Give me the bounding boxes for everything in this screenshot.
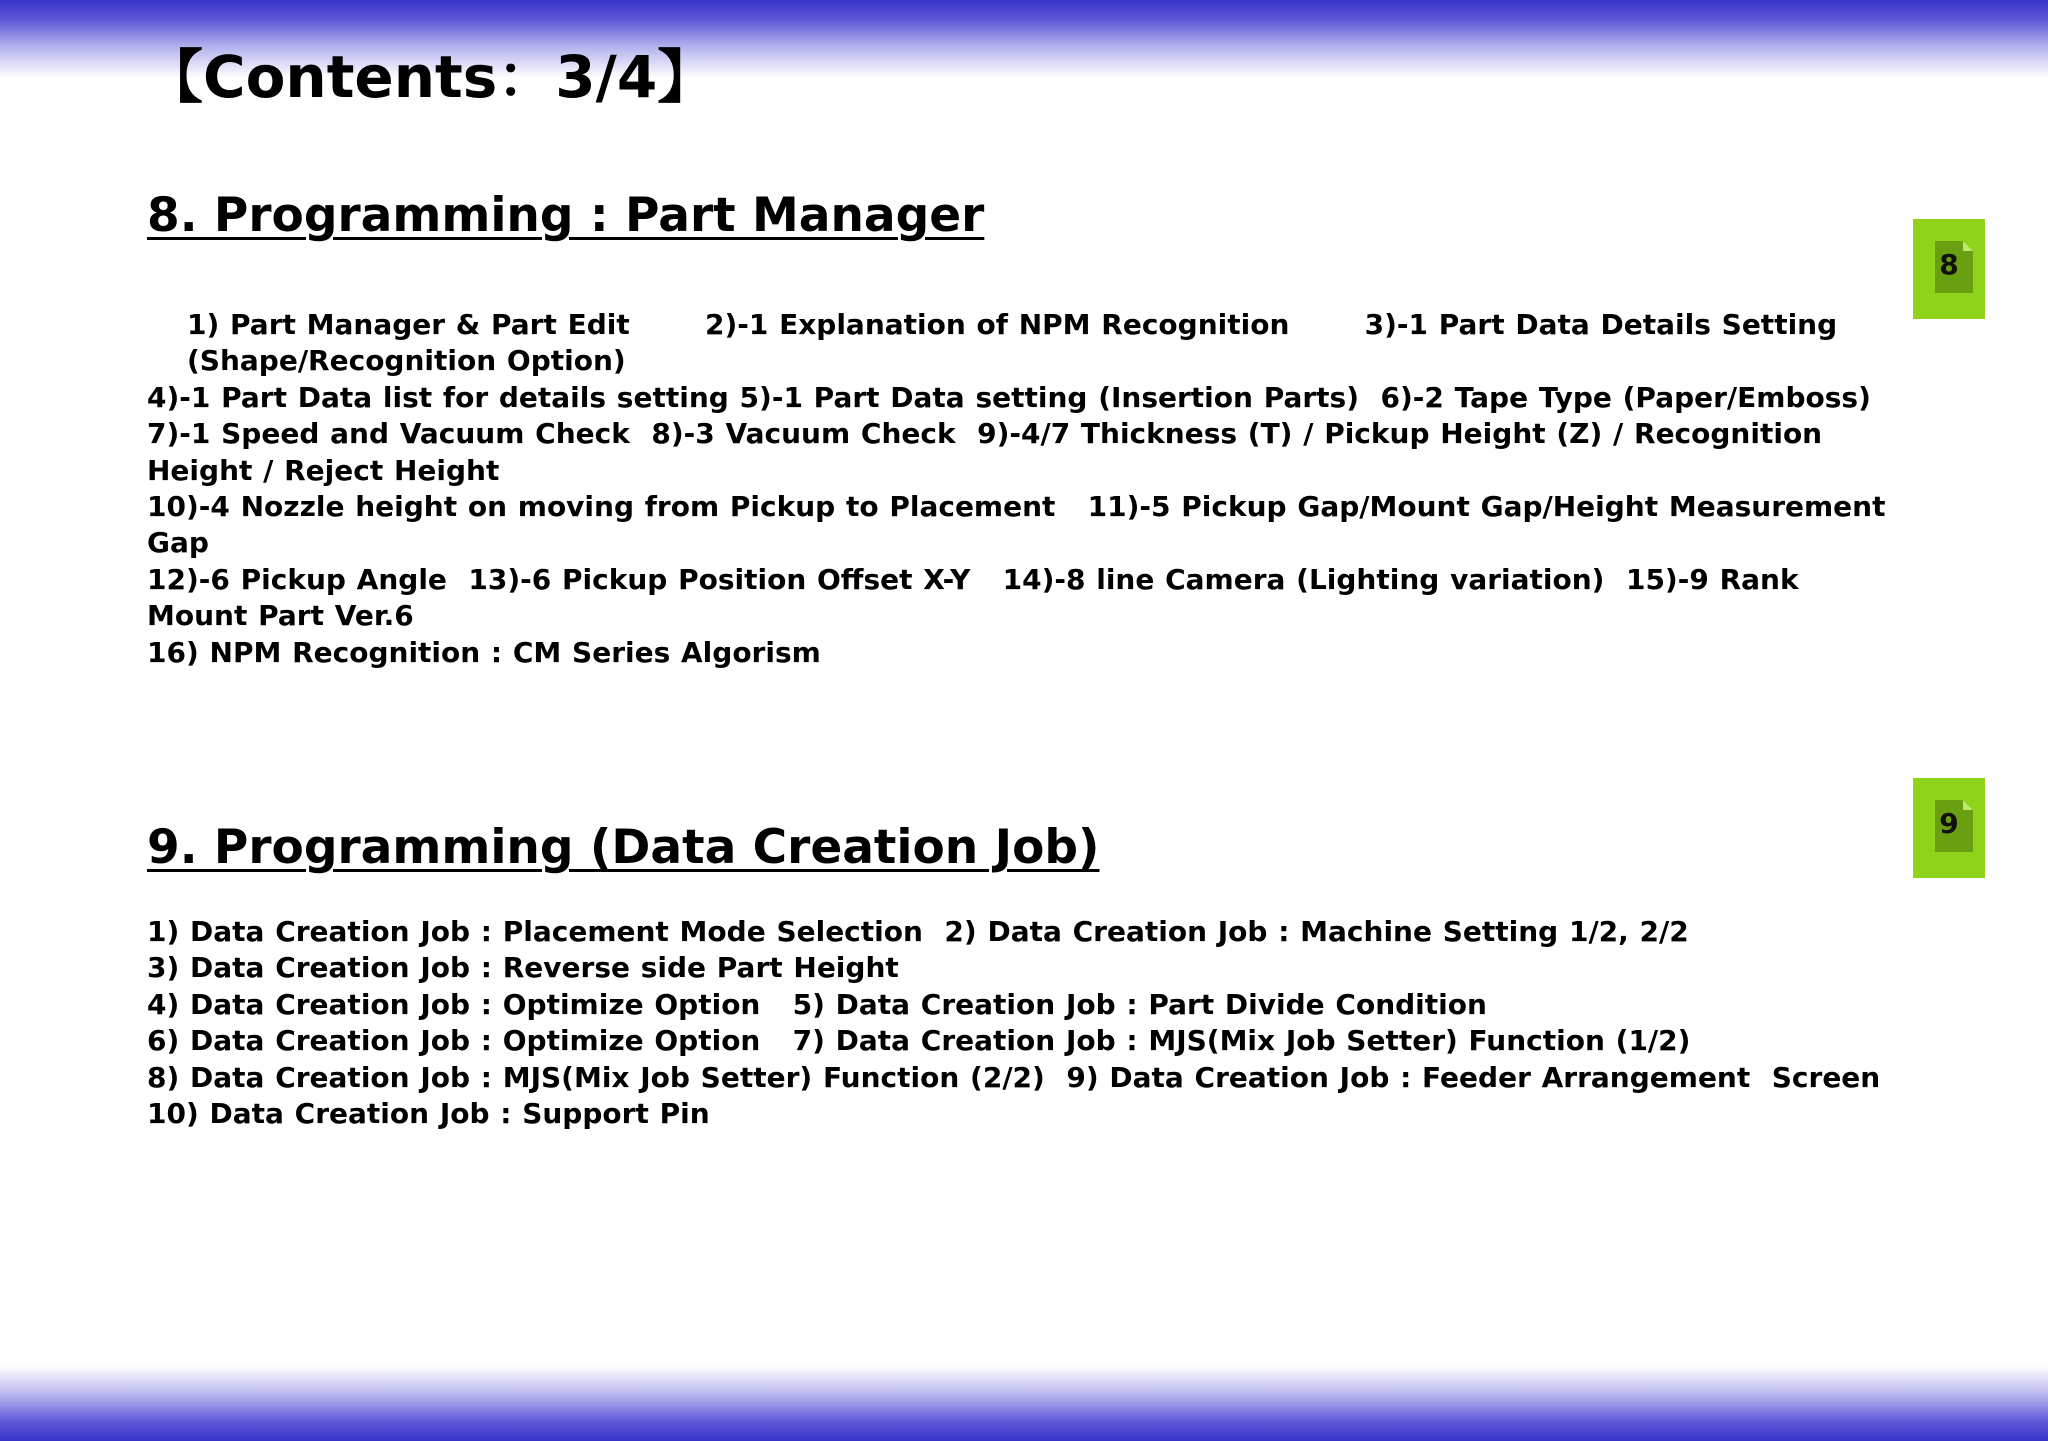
toc-item-line[interactable]: 16) NPM Recognition : CM Series Algorism (147, 635, 821, 669)
toc-item-line[interactable]: 6) Data Creation Job : Optimize Option 7) Data Creation Job : MJS(Mix Job Setter) Function (1/2) (147, 1024, 1691, 1058)
section-9-items (97, 914, 1907, 1132)
bottom-gradient-band (0, 1366, 2048, 1441)
page-link-badge-8[interactable] (1913, 219, 1985, 319)
toc-item-line[interactable]: 10) Data Creation Job : Support Pin (147, 1097, 710, 1131)
section-9-heading[interactable]: 9. Programming (Data Creation Job) (147, 820, 1100, 875)
toc-item-line[interactable]: 7)-1 Speed and Vacuum Check 8)-3 Vacuum Check 9)-4/7 Thickness (T) / Pickup Height (Z) / Recognition Height / Reject Height (147, 417, 1833, 487)
page-link-badge-9[interactable] (1913, 778, 1985, 878)
toc-item-line[interactable]: 8) Data Creation Job : MJS(Mix Job Setter) Function (2/2) 9) Data Creation Job : Feeder Arrangement Screen (147, 1060, 1881, 1094)
toc-item-line[interactable]: 10)-4 Nozzle height on moving from Pickup to Placement 11)-5 Pickup Gap/Mount Gap/Height Measurement Gap (147, 490, 1897, 560)
page-title: 【Contents：3/4】 (145, 43, 716, 111)
page-link-number: 8 (1939, 248, 1959, 281)
section-8-items (97, 307, 1907, 671)
toc-item-line[interactable]: 1) Data Creation Job : Placement Mode Selection 2) Data Creation Job : Machine Setting 1/2, 2/2 (147, 915, 1689, 948)
toc-item-line[interactable]: 1) Part Manager & Part Edit 2)-1 Explanation of NPM Recognition 3)-1 Part Data Details Setting (Shape/Recognition Option) (187, 308, 1848, 378)
toc-item-line[interactable]: 4)-1 Part Data list for details setting 5)-1 Part Data setting (Insertion Parts) 6)-2 Tape Type (Paper/Emboss) (147, 380, 1871, 414)
toc-item-line[interactable]: 3) Data Creation Job : Reverse side Part Height (147, 951, 899, 985)
section-8-heading[interactable]: 8. Programming : Part Manager (147, 188, 985, 243)
toc-item-line[interactable]: 12)-6 Pickup Angle 13)-6 Pickup Position Offset X-Y 14)-8 line Camera (Lighting variation) 15)-9 Rank Mount Part Ver.6 (147, 562, 1810, 633)
toc-item-line[interactable]: 4) Data Creation Job : Optimize Option 5) Data Creation Job : Part Divide Condition (147, 987, 1487, 1021)
page-link-number: 9 (1939, 807, 1959, 840)
